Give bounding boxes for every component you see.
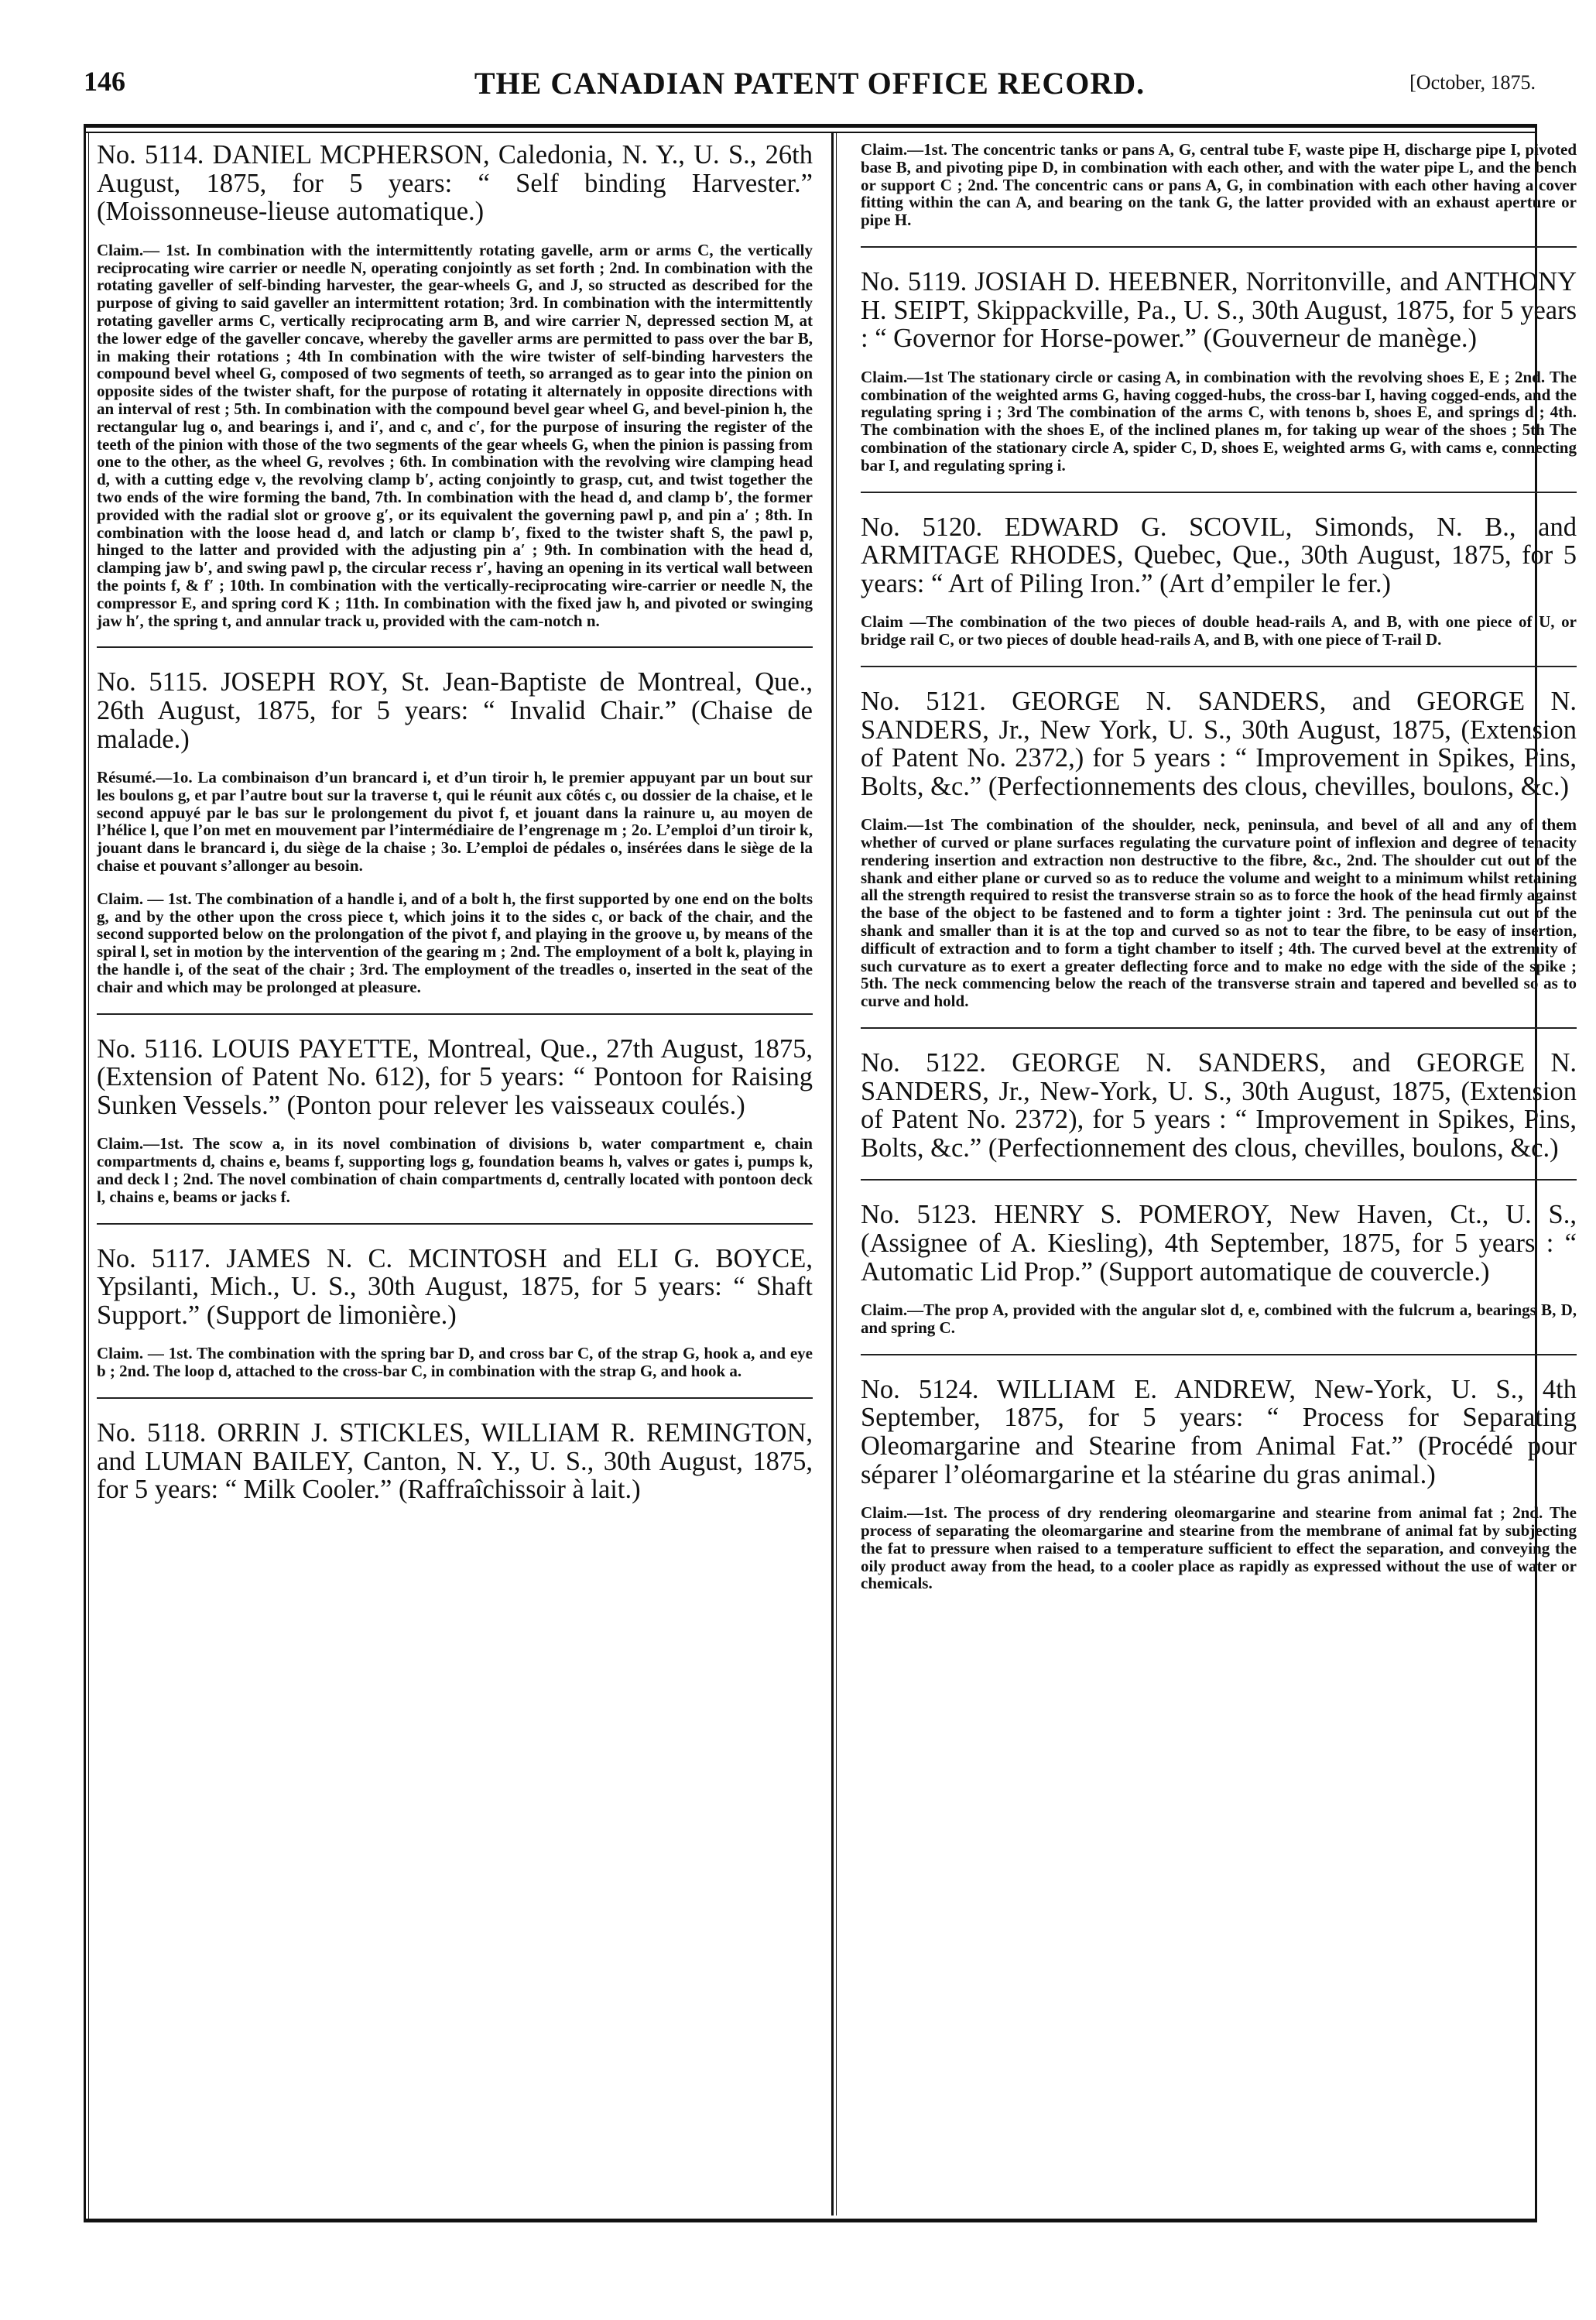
entry-separator	[861, 1027, 1577, 1029]
patent-claim: Claim.—1st. The process of dry rendering oleomargarine and stearine from animal fat ; 2nd. The process of separating the oleomargarine and stearine from the membrane of animal fat by subjecting the fat to pressure when raised to a temperature sufficient to effect the separation, and conveying the oily product away from the head, to a cooler place as rapidly as expressed without the use of water or chemicals.	[861, 1503, 1577, 1593]
patent-entry-5121	[861, 687, 1577, 1010]
patent-entry-5119	[861, 268, 1577, 475]
left-column	[97, 141, 813, 1520]
patent-claim: Claim.—1st. The scow a, in its novel combination of divisions b, water compartment e, chain compartments d, chains e, beams f, supporting logs g, foundation beams h, valves or gates i, pumps k, and deck l ; 2nd. The novel combination of chain compartments d, centrally located with pontoon deck l, chains e, beams or jacks f.	[97, 1134, 813, 1206]
patent-entry-5117	[97, 1245, 813, 1380]
running-title: THE CANADIAN PATENT OFFICE RECORD.	[474, 66, 1146, 101]
column-divider	[831, 133, 834, 2215]
patent-heading: No. 5122. GEORGE N. SANDERS, and GEORGE N. SANDERS, Jr., New-York, U. S., 30th August, 1875, (Extension of Patent No. 2372), for 5 years : “ Improvement in Spikes, Pins, Bolts, &c.” (Perfectionnement des clous, chevilles, boulons, &c.)	[861, 1048, 1577, 1163]
patent-heading: No. 5124. WILLIAM E. ANDREW, New-York, U. S., 4th September, 1875, for 5 years: “ Process for Separating Oleomargarine and Stearine from Animal Fat.” (Procédé pour séparer l’oléomargarine et la stéarine du gras animal.)	[861, 1374, 1577, 1489]
top-rule-thin	[84, 132, 1537, 133]
patent-resume: Résumé.—1o. La combinaison d’un brancard i, et d’un tiroir h, le premier appuyant par un bout sur les boulons g, et par l’autre bout sur la traverse t, qui le réunit aux côtés c, ou dossier de la chaise, et le second appuyé par le bas sur le prolongement du pivot f, et jouant dans la rainure u, au moyen de l’hélice l, que l’on met en mouvement par l’intermédiaire de l’engrenage m ; 2o. L’emploi d’un tiroir k, jouant dans le brancard i, du siège de la chaise ; 3o. L’emploi de pédales o, insérées dans le siège de la chaise et pouvant s’allonger au besoin.	[97, 768, 813, 876]
patent-claim: Claim.—1st The combination of the shoulder, neck, peninsula, and bevel of all and any of them whether of curved or plane surfaces regulating the curvature point of inflexion and degree of tenacity rendering insertion and extraction non destructive to the fibre, &c., 2nd. The shoulder cut out of the shank and either plane or curved so as to reduce the volume and weight to a minimum whilst retaining all the strength required to resist the transverse strain so as to force the hook of the head firmly against the base of the object to be fastened and to form a tighter joint : 3rd. The peninsula cut out of the shank and smaller than it is at the top and curved so as not to tear the fibre, to be easy of insertion, difficult of extraction and to form a tight chamber to itself ; 4th. The curved bevel at the extremity of such curvature as to exert a greater deflecting force and to make no edge with the side of the spike ; 5th. The neck commencing below the reach of the transverse strain and tapered and bevelled so as to curve and hold.	[861, 815, 1577, 1011]
patent-entry-5120	[861, 513, 1577, 649]
entry-separator	[861, 246, 1577, 248]
patent-heading: No. 5119. JOSIAH D. HEEBNER, Norritonville, and ANTHONY H. SEIPT, Skippackville, Pa., U. S., 30th August, 1875, for 5 years : “ Governor for Horse-power.” (Gouverneur de manège.)	[861, 266, 1577, 354]
patent-heading: No. 5120. EDWARD G. SCOVIL, Simonds, N. B., and ARMITAGE RHODES, Quebec, Que., 30th August, 1875, for 5 years: “ Art of Piling Iron.” (Art d’empiler le fer.)	[861, 512, 1577, 598]
patent-heading: No. 5117. JAMES N. C. MCINTOSH and ELI G. BOYCE, Ypsilanti, Mich., U. S., 30th August, 1875, for 5 years: “ Shaft Support.” (Support de limonière.)	[97, 1243, 813, 1330]
patent-entry-5118-claim	[861, 141, 1577, 229]
patent-claim: Claim. — 1st. The combination of a handle i, and of a bolt h, the first supported by one end on the bolts g, and by the other upon the cross piece t, which joins it to the sides c, or back of the chair, and the second supported below on the prolongation of the pivot f, and playing in the groove u, by means of the spiral l, set in motion by the intervention of the gearing m ; 2nd. The employment of a bolt k, playing in the handle i, of the seat of the chair ; 3rd. The employment of the treadles o, inserted in the seat of the chair and which may be prolonged at pleasure.	[97, 889, 813, 996]
patent-heading: No. 5121. GEORGE N. SANDERS, and GEORGE N. SANDERS, Jr., New York, U. S., 30th August, 1875, (Extension of Patent No. 2372,) for 5 years : “ Improvement in Spikes, Pins, Bolts, &c.” (Perfectionnements des clous, chevilles, boulons, &c.)	[861, 686, 1577, 801]
patent-claim: Claim.—1st. The concentric tanks or pans A, G, central tube F, waste pipe H, discharge pipe I, pivoted base B, and pivoting pipe D, in combination with each other, and with the water pipe L, and the bench or support C ; 2nd. The concentric cans or pans A, G, in combination with each other having a cover fitting within the can A, and bearing on the tank G, the latter provided with an exhaust aperture or pipe H.	[861, 140, 1577, 230]
patent-heading: No. 5118. ORRIN J. STICKLES, WILLIAM R. REMINGTON, and LUMAN BAILEY, Canton, N. Y., U. S., 30th August, 1875, for 5 years: “ Milk Cooler.” (Raffraîchissoir à lait.)	[97, 1418, 813, 1505]
entry-separator	[861, 666, 1577, 667]
patent-entry-5124	[861, 1376, 1577, 1592]
patent-claim: Claim —The combination of the two pieces of double head-rails A, and B, with one piece of U, or bridge rail C, or two pieces of double head-rails A, and B, with one piece of T-rail D.	[861, 612, 1577, 649]
patent-entry-5115	[97, 668, 813, 996]
column-divider-inner	[836, 133, 837, 2215]
issue-date: [October, 1875.	[1409, 71, 1536, 94]
left-border	[84, 124, 86, 2222]
page-header	[84, 65, 1536, 101]
patent-heading: No. 5115. JOSEPH ROY, St. Jean-Baptiste de Montreal, Que., 26th August, 1875, for 5 years: “ Invalid Chair.” (Chaise de malade.)	[97, 667, 813, 754]
patent-claim: Claim. — 1st. The combination with the spring bar D, and cross bar C, of the strap G, hook a, and eye b ; 2nd. The loop d, attached to the cross-bar C, in combination with the strap G, and hook a.	[97, 1344, 813, 1381]
patent-entry-5123	[861, 1201, 1577, 1336]
page-number: 146	[84, 66, 125, 97]
entry-separator	[97, 1397, 813, 1399]
entry-separator	[861, 1354, 1577, 1355]
right-column	[861, 141, 1577, 1592]
patent-entry-5114	[97, 141, 813, 629]
patent-heading: No. 5123. HENRY S. POMEROY, New Haven, Ct., U. S., (Assignee of A. Kiesling), 4th September, 1875, for 5 years : “ Automatic Lid Prop.” (Support automatique de couvercle.)	[861, 1200, 1577, 1287]
patent-entry-5118	[97, 1419, 813, 1504]
entry-separator	[97, 1223, 813, 1225]
left-border-inner	[88, 132, 89, 2222]
patent-entry-5122	[861, 1049, 1577, 1162]
patent-heading: No. 5114. DANIEL MCPHERSON, Caledonia, N. Y., U. S., 26th August, 1875, for 5 years: “ Self binding Harvester.” (Moissonneuse-lieuse automatique.)	[97, 140, 813, 227]
entry-separator	[97, 646, 813, 648]
entry-separator	[861, 492, 1577, 493]
bottom-rule	[84, 2219, 1537, 2222]
entry-separator	[861, 1179, 1577, 1181]
patent-claim: Claim.—1st The stationary circle or casing A, in combination with the revolving shoes E, E ; 2nd. The combination of the weighted arms G, having cogged-hubs, the cross-bar I, having cogged-ends, and the regulating spring i ; 3rd The combination of the arms C, with tenons b, shoes E, and springs d ; 4th. The combination with the shoes E, of the inclined planes m, for taking up wear of the shoes ; 5th The combination of the stationary circle A, spider C, D, shoes E, weighted arms G, with cams e, connecting bar I, and regulating spring i.	[861, 367, 1577, 475]
patent-heading: No. 5116. LOUIS PAYETTE, Montreal, Que., 27th August, 1875, (Extension of Patent No. 612), for 5 years: “ Pontoon for Raising Sunken Vessels.” (Ponton pour relever les vaisseaux coulés.)	[97, 1033, 813, 1120]
patent-claim: Claim.— 1st. In combination with the intermittently rotating gavelle, arm or arms C, the vertically reciprocating wire carrier or needle N, operating conjointly as set forth ; 2nd. In combination with the rotating gaveller of self-binding harvester, the gear-wheels G, and J, so structed as described for the purpose of giving to said gaveller an intermittent rotation; 3rd. In combination with the intermittently rotating gaveller arms C, vertically reciprocating arm B, and wire carrier N, depressed section M, at the lower edge of the gaveller concave, whereby the gaveller arms are permitted to pass over the bar B, in making their rotations ; 4th In combination with the wire twister of self-binding harvesters the compound bevel wheel G, composed of two segments of teeth, so arranged as to gear into the pinion on opposite sides of the twister shaft, for the purpose of rotating it alternately in opposite directions with an interval of rest ; 5th. In combination with the compound bevel gear wheel G, and bevel-pinion h, the rectangular lug o, and bearings i, and i′, and c, and c′, for the purpose of insuring the register of the teeth of the pinion with those of the two segments of the gear wheels G, when the pinion is passing from one to the other, as the wheel G, revolves ; 6th. In combination with the revolving wire clamping head d, with a cutting edge v, the revolving clamp b′, acting conjointly to grasp, cut, and twist together the two ends of the wire forming the band, 7th. In combination with the head d, and clamp b′, the former provided with the radial slot or groove g′, or its equivalent the governing pawl p, and pin a′ ; 8th. In combination with the loose head d, and latch or clamp b′, fixed to the twister shaft S, the pawl p, hinged to the latter and provided with the adjusting pin a′ ; 9th. In combination with the head d, clamping jaw b′, and swing pawl p, the circular recess r′, having an opening in its vertical wall between the points f, & f′ ; 10th. In combination with the vertically-reciprocating wire-carrier or needle N, the compressor E, and spring cord K ; 11th. In combination with the fixed jaw h, and pivoted or swinging jaw h′, the spring t, and annular track u, provided with the cam-notch n.	[97, 240, 813, 630]
entry-separator	[97, 1013, 813, 1015]
patent-claim: Claim.—The prop A, provided with the angular slot d, e, combined with the fulcrum a, bearings B, D, and spring C.	[861, 1301, 1577, 1338]
patent-entry-5116	[97, 1035, 813, 1206]
top-rule-thick	[84, 124, 1537, 128]
